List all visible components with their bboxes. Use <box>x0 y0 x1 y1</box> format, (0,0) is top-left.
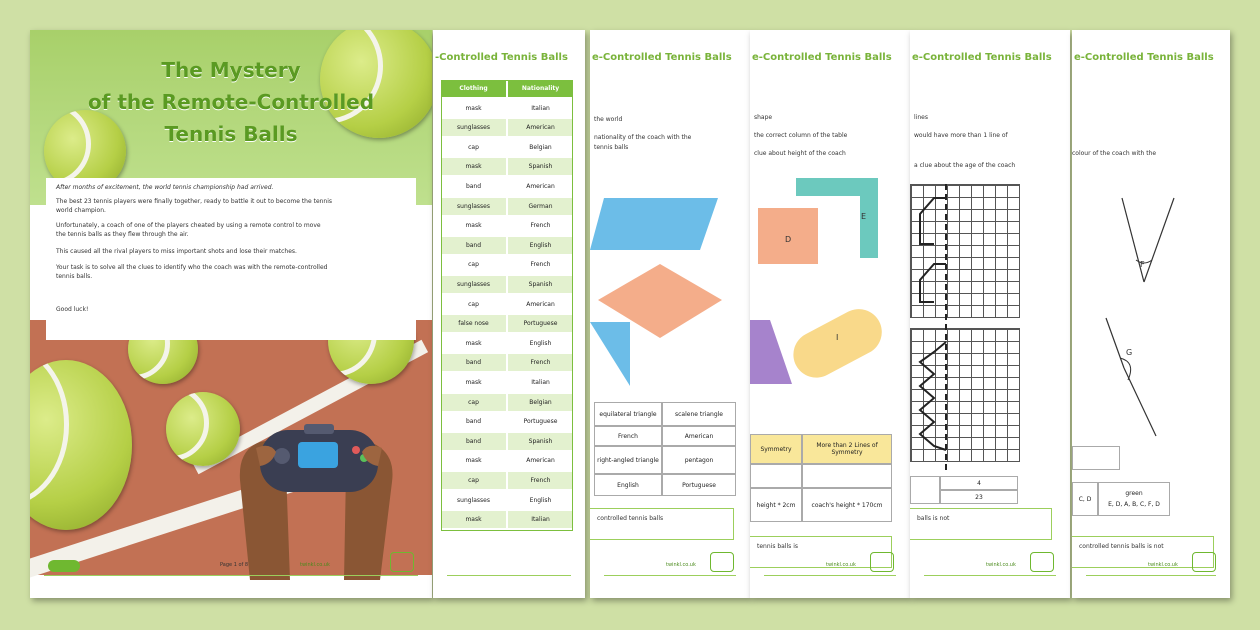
story-line: the tennis balls as they flew through the air. <box>56 231 189 238</box>
twinkl-logo-icon <box>48 560 80 572</box>
table-header: Symmetry <box>750 434 802 464</box>
table-cell: sunglasses <box>441 492 506 509</box>
table-cell: mask <box>441 511 506 528</box>
page-title: e-Controlled Tennis Balls <box>592 52 732 63</box>
logo-badge-icon <box>1030 552 1054 572</box>
table-cell: cap <box>441 256 506 273</box>
instruction-line: shape <box>754 114 773 121</box>
table-cell: Portuguese <box>508 413 573 430</box>
table-cell: band <box>441 413 506 430</box>
page-title: e-Controlled Tennis Balls <box>1074 52 1214 63</box>
table-cell: height * 2cm <box>750 488 802 522</box>
shapes-illustration <box>750 170 910 390</box>
table-cell: cap <box>441 394 506 411</box>
grid-clue-page <box>910 30 1070 598</box>
page-footer <box>604 575 736 576</box>
footer-url: twinkl.co.uk <box>1148 562 1178 568</box>
instruction-line: the world <box>594 116 623 123</box>
page-title: e-Controlled Tennis Balls <box>912 52 1052 63</box>
table-cell: band <box>441 433 506 450</box>
table-cell <box>910 476 940 504</box>
table-cell: Spanish <box>508 158 573 175</box>
footer-url: twinkl.co.uk <box>826 562 856 568</box>
logo-badge-icon <box>870 552 894 572</box>
table-cell: English <box>508 237 573 254</box>
table-cell: cap <box>441 472 506 489</box>
table-cell: 23 <box>940 490 1018 504</box>
table-cell: Italian <box>508 100 573 117</box>
table-cell: American <box>508 178 573 195</box>
table-cell: cap <box>441 296 506 313</box>
clue-table-page <box>433 30 585 598</box>
story-line: Unfortunately, a coach of one of the players cheated by using a remote control to move <box>56 222 321 229</box>
cover-page <box>30 30 432 598</box>
game-controller-icon <box>220 390 420 580</box>
story-line: The best 23 tennis players were finally together, ready to battle it out to become the tennis <box>56 198 333 205</box>
table-cell: Italian <box>508 511 573 528</box>
shapes-clue-page <box>590 30 750 598</box>
table-cell: French <box>508 256 573 273</box>
table-cell: American <box>662 426 736 446</box>
logo-badge-icon <box>1192 552 1216 572</box>
table-cell: American <box>508 452 573 469</box>
table-cell: false nose <box>441 315 506 332</box>
table-cell: Spanish <box>508 433 573 450</box>
table-cell: sunglasses <box>441 276 506 293</box>
cover-title-line: Tennis Balls <box>164 122 298 146</box>
footer-url: twinkl.co.uk <box>986 562 1016 568</box>
story-line: Your task is to solve all the clues to identify who the coach was with the remote-controlled <box>56 264 328 271</box>
table-cell: American <box>508 119 573 136</box>
table-cell: equilateral triangle <box>594 402 662 426</box>
instruction-line: lines <box>914 114 928 121</box>
table-cell: French <box>508 354 573 371</box>
page-footer <box>1086 575 1216 576</box>
instruction-line: a clue about the age of the coach <box>914 162 1016 169</box>
page-title: -Controlled Tennis Balls <box>435 52 568 63</box>
table-cell: Spanish <box>508 276 573 293</box>
table-cell: Belgian <box>508 139 573 156</box>
table-cell: mask <box>441 335 506 352</box>
table-cell: band <box>441 178 506 195</box>
cover-title-line: The Mystery <box>161 58 301 82</box>
page-footer <box>924 575 1056 576</box>
shape-label: I <box>836 333 839 342</box>
table-cell: German <box>508 198 573 215</box>
table-cell: band <box>441 354 506 371</box>
shape-label: E <box>861 212 867 221</box>
story-line: tennis balls. <box>56 273 93 280</box>
footer-url: twinkl.co.uk <box>300 562 330 568</box>
table-cell: Belgian <box>508 394 573 411</box>
table-cell: French <box>508 472 573 489</box>
table-cell: Portuguese <box>508 315 573 332</box>
logo-badge-icon <box>390 552 414 572</box>
table-cell <box>1098 482 1170 516</box>
table-cell: 4 <box>940 476 1018 490</box>
page-footer <box>44 575 418 576</box>
table-cell <box>802 464 892 488</box>
story-box <box>46 178 416 340</box>
table-header: Nationality <box>508 80 573 97</box>
cell-value: E, D, A, B, C, F, D <box>1108 501 1160 508</box>
table-cell: French <box>508 217 573 234</box>
angle-label: G <box>1126 348 1133 357</box>
table-cell: mask <box>441 100 506 117</box>
angles-illustration <box>1072 190 1222 450</box>
page-footer <box>447 575 571 576</box>
table-cell: English <box>508 335 573 352</box>
angle-label: F <box>1140 260 1145 269</box>
story-line: world champion. <box>56 207 106 214</box>
story-line: After months of excitement, the world tennis championship had arrived. <box>56 184 274 191</box>
instruction-line: nationality of the coach with the <box>594 134 692 141</box>
answer-box[interactable]: controlled tennis balls <box>590 508 734 540</box>
instruction-line: clue about height of the coach <box>754 150 846 157</box>
symmetry-clue-page <box>750 30 910 598</box>
table-cell: C, D <box>1072 482 1098 516</box>
table-cell <box>750 464 802 488</box>
instruction-line: colour of the coach with the <box>1072 150 1157 157</box>
table-cell: cap <box>441 139 506 156</box>
answer-box[interactable]: controlled tennis balls is not <box>1072 536 1214 568</box>
page-footer <box>764 575 896 576</box>
table-cell: Italian <box>508 374 573 391</box>
story-line: This caused all the rival players to miss important shots and lose their matches. <box>56 248 297 255</box>
table-cell: mask <box>441 158 506 175</box>
table-cell: French <box>594 426 662 446</box>
table-header: More than 2 Lines of Symmetry <box>802 434 892 464</box>
shape-label: D <box>785 235 792 244</box>
instruction-line: would have more than 1 line of <box>914 132 1008 139</box>
table-cell: American <box>508 296 573 313</box>
table-cell: English <box>508 492 573 509</box>
answer-box[interactable]: tennis balls is <box>750 536 892 568</box>
page-title: e-Controlled Tennis Balls <box>752 52 892 63</box>
table-cell: pentagon <box>662 446 736 474</box>
table-cell: mask <box>441 374 506 391</box>
table-cell: English <box>594 474 662 496</box>
cover-title-line: of the Remote-Controlled <box>87 90 375 114</box>
table-header: Clothing <box>441 80 506 97</box>
logo-badge-icon <box>710 552 734 572</box>
table-cell: mask <box>441 217 506 234</box>
footer-url: twinkl.co.uk <box>666 562 696 568</box>
table-cell: mask <box>441 452 506 469</box>
table-cell: coach's height * 170cm <box>802 488 892 522</box>
table-cell: scalene triangle <box>662 402 736 426</box>
shapes-illustration <box>590 190 750 410</box>
angles-clue-page <box>1072 30 1230 598</box>
answer-box[interactable]: balls is not <box>910 508 1052 540</box>
table-cell: Portuguese <box>662 474 736 496</box>
table-cell <box>1072 446 1120 470</box>
table-cell: right-angled triangle <box>594 446 662 474</box>
table-cell: sunglasses <box>441 198 506 215</box>
instruction-line: the correct column of the table <box>754 132 848 139</box>
page-number: Page 1 of 8 <box>220 562 249 568</box>
instruction-line: tennis balls <box>594 144 629 151</box>
cell-heading: green <box>1125 490 1143 497</box>
reflection-shapes <box>910 184 1020 474</box>
table-cell: band <box>441 237 506 254</box>
story-line: Good luck! <box>56 306 89 313</box>
table-cell: sunglasses <box>441 119 506 136</box>
